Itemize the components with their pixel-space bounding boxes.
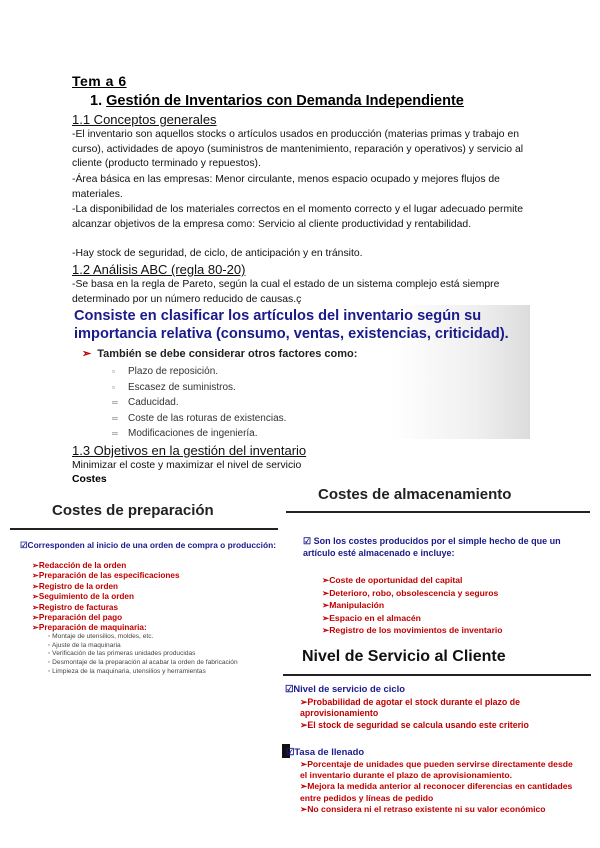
- list-item: ➢Preparación de maquinaria:: [32, 623, 147, 633]
- list-item: ➢Registro de la orden: [32, 581, 119, 591]
- list-item: ◦ Desmontaje de la preparación al acabar la orden de fabricación: [48, 659, 238, 667]
- checkbox-icon: ☑: [285, 683, 294, 694]
- list-item: ◦ Verificación de las primeras unidades producidas: [48, 650, 196, 658]
- preparacion-list: [32, 561, 180, 634]
- list-item: ▫ Escasez de suministros.: [112, 380, 286, 396]
- list-item: ➢El stock de seguridad se calcula usando este criterio: [300, 719, 529, 730]
- paragraph-disponibilidad: -La disponibilidad de los materiales correctos en el momento correcto y el lugar adecuado permite alcanzar objetivos de la empresa como: Servicio al cliente productividad y rentabilidad.: [72, 204, 524, 230]
- list-item: ➢Deterioro, robo, obsolescencia y seguros: [322, 587, 499, 598]
- checkbox-icon: ☑: [20, 540, 28, 550]
- arrow-bullet-icon: ➢: [82, 348, 92, 360]
- list-item: ➢Registro de facturas: [32, 602, 119, 612]
- list-item: ➢No considera ni el retraso existente ni su valor económico: [300, 803, 546, 814]
- list-item: ═ Caducidad.: [112, 395, 286, 411]
- preparacion-heading: Costes de preparación: [52, 502, 214, 519]
- list-item: ═ Modificaciones de ingeniería.: [112, 426, 286, 442]
- preparacion-sublist: [48, 633, 238, 677]
- paragraph-pareto: -Se basa en la regla de Pareto, según la cual el estado de un sistema complejo está siempre determinado por un número reducido de causas.ç: [72, 279, 500, 305]
- nivel-ciclo-heading: ☑Nivel de servicio de ciclo: [285, 683, 405, 694]
- section-heading-abc: 1.2 Análisis ABC (regla 80-20): [72, 262, 246, 277]
- bullet-icon: ▫: [112, 367, 115, 376]
- almacenamiento-intro: ☑ Son los costes producidos por el simple hecho de que un artículo esté almacenado e incluye:: [303, 536, 561, 558]
- bullet-icon: ═: [112, 429, 118, 438]
- list-item: ═ Coste de las roturas de existencias.: [112, 411, 286, 427]
- abc-headline: Consiste en clasificar los artículos del inventario según su importancia relativa (consumo, ventas, existencias, criticidad).: [74, 308, 509, 342]
- paragraph-stock-tipos: -Hay stock de seguridad, de ciclo, de anticipación y en tránsito.: [72, 248, 363, 259]
- checkbox-icon: ☑: [303, 536, 312, 546]
- tasa-llenado-heading: ☑Tasa de llenado: [286, 746, 365, 757]
- bullet-icon: ▫: [112, 382, 115, 392]
- paragraph-area-basica: -Área básica en las empresas: Menor circulante, menos espacio ocupado y mejores flujos de materiales.: [72, 174, 500, 200]
- section-heading-conceptos: 1.1 Conceptos generales: [72, 112, 217, 127]
- list-item: ➢Registro de los movimientos de inventario: [322, 625, 503, 636]
- abc-subheading-text: También se debe considerar otros factores como:: [97, 348, 358, 360]
- list-item: ➢Espacio en el almacén: [322, 612, 421, 623]
- title-text: Gestión de Inventarios con Demanda Independiente: [106, 93, 464, 109]
- bullet-icon: ═: [112, 413, 118, 423]
- divider: [286, 511, 590, 513]
- tema-label: Tem a 6: [72, 73, 127, 89]
- list-item: ➢Manipulación: [322, 600, 385, 611]
- nivel-servicio-heading: Nivel de Servicio al Cliente: [302, 648, 506, 665]
- list-item: ◦ Ajuste de la maquinaria: [48, 641, 121, 649]
- checkbox-icon: ☑: [286, 746, 295, 757]
- list-item: ➢Porcentaje de unidades que pueden servirse directamente desde el inventario durante el plazo de aprovisionamiento.: [300, 759, 573, 781]
- list-item: ◦ Montaje de utensilios, moldes, etc.: [48, 633, 154, 640]
- divider: [10, 528, 278, 530]
- abc-subheading: [82, 347, 357, 360]
- abc-slide-image: [68, 305, 530, 439]
- divider: [283, 674, 591, 676]
- list-item: ➢Preparación de las especificaciones: [32, 571, 180, 581]
- list-item: ➢Coste de oportunidad del capital: [322, 575, 463, 585]
- document-title: [90, 93, 464, 109]
- bullet-icon: ═: [112, 398, 118, 407]
- list-item: ➢Mejora la medida anterior al reconocer diferencias en cantidades entre pedidos y líneas de pedido: [300, 781, 573, 803]
- abc-factor-list: [112, 364, 286, 442]
- list-item: ➢Probabilidad de agotar el stock durante el plazo de aprovisionamiento: [300, 697, 521, 719]
- list-item: ◦ Limpieza de la maquinaria, utensilios y herramientas: [48, 667, 206, 675]
- preparacion-intro: ☑Corresponden al inicio de una orden de compra o producción:: [20, 540, 277, 550]
- list-item: ▫ Plazo de reposición.: [112, 364, 286, 380]
- almacenamiento-heading: Costes de almacenamiento: [318, 486, 512, 503]
- paragraph-inventario: -El inventario son aquellos stocks o artículos usados en producción (materias primas y trabajo en curso), actividades de apoyo (suministros de mantenimiento, reparación y operativos) y servicio al cliente (producto terminado y repuestos).: [72, 129, 524, 170]
- title-number: 1.: [90, 93, 103, 109]
- tasa-llenado-list: [300, 759, 580, 815]
- costes-label: Costes: [72, 474, 107, 485]
- nivel-ciclo-list: [300, 697, 562, 731]
- section-heading-objetivos: 1.3 Objetivos en la gestión del inventario: [72, 443, 307, 458]
- almacenamiento-list: [322, 574, 503, 637]
- objetivos-text: Minimizar el coste y maximizar el nivel de servicio: [72, 460, 302, 471]
- list-item: ➢Seguimiento de la orden: [32, 592, 134, 602]
- list-item: ➢Redacción de la orden: [32, 561, 127, 570]
- list-item: ➢Preparación del pago: [32, 613, 123, 623]
